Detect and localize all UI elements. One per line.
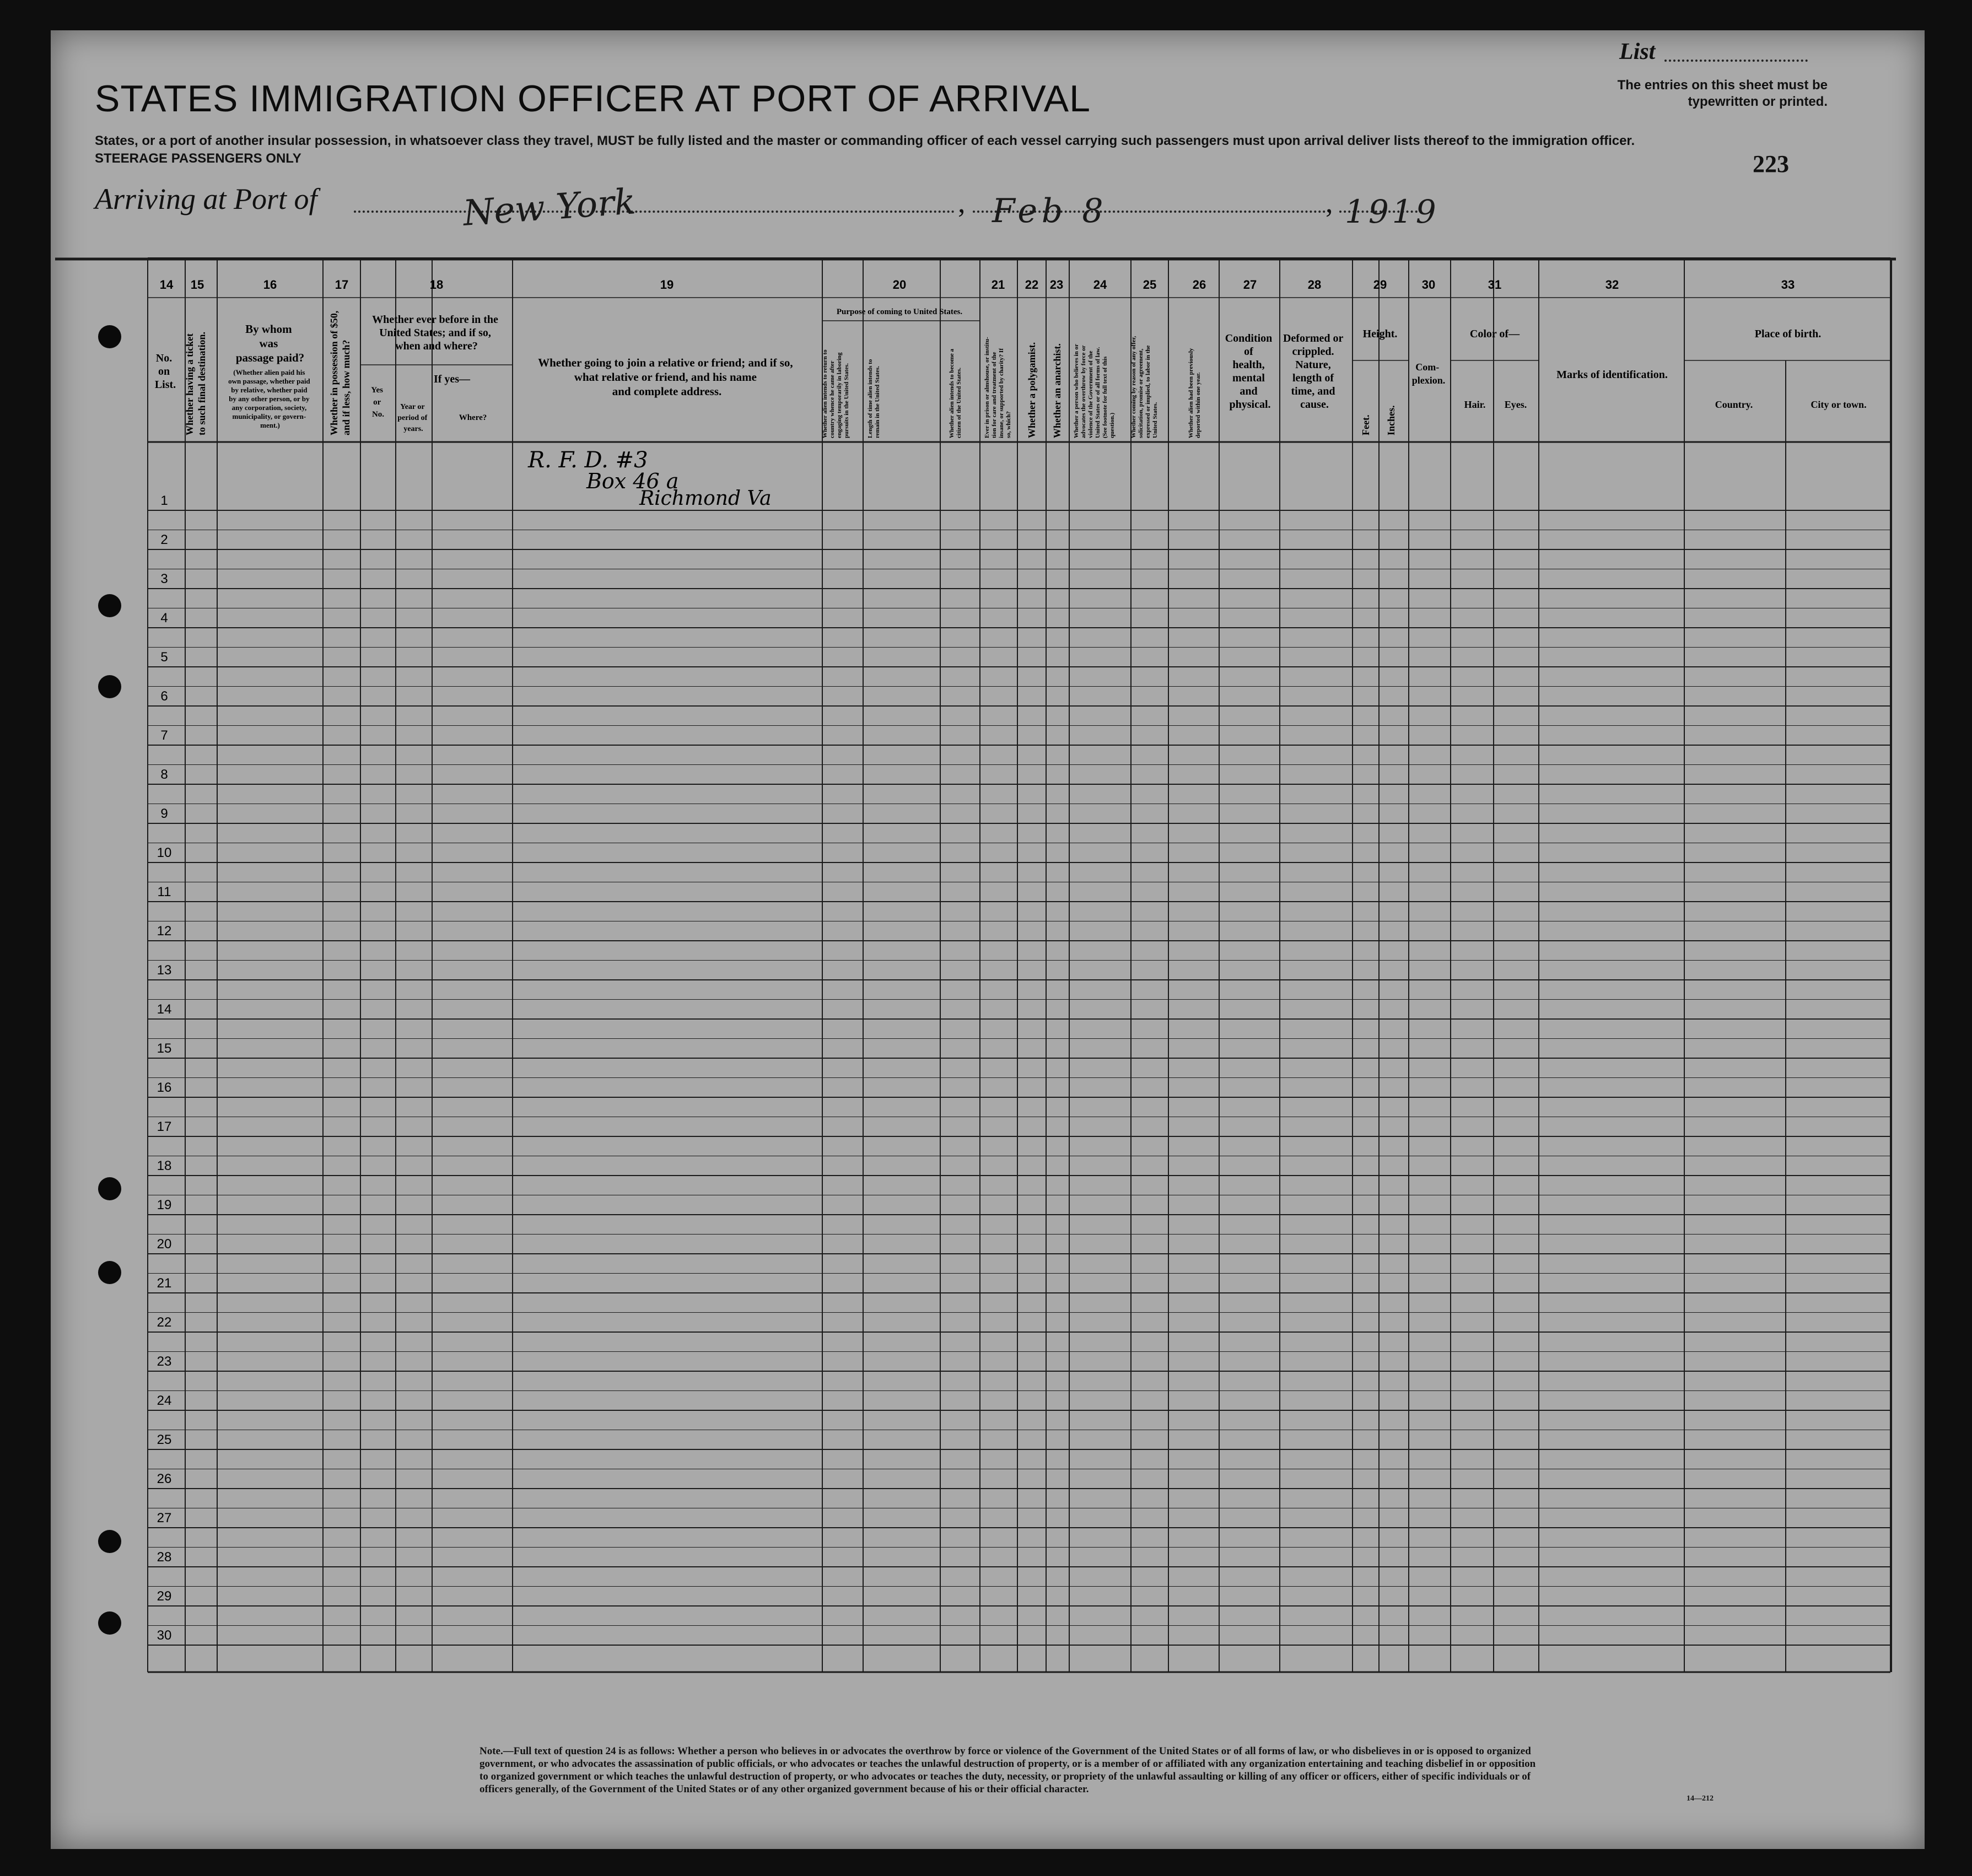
row-number: 22 (157, 1315, 172, 1330)
arriving-label: Arriving at Port of (95, 182, 317, 215)
row-number: 20 (157, 1237, 172, 1252)
col-head-29-feet: Feet. (1360, 414, 1371, 435)
col-head-24: Whether a person who believes in or advocates the overthrow by force or violence of the Government of the United States or of all forms of law. (See footnote for full text of this question.) (1073, 344, 1116, 438)
col-head-31: Color of— (1469, 328, 1520, 340)
intro-line: States, or a port of another insular possession, in whatsoever class they travel, MUST be fully listed and the master or commanding officer of each vessel carrying such passengers must upon arrival deliver lists thereof to the immigration officer. (95, 133, 1635, 148)
col-head-31-eyes: Eyes. (1504, 399, 1527, 410)
address-line-3: Richmond Va (639, 487, 772, 510)
col-head-33-country: Country. (1715, 399, 1753, 410)
col-head-18-yesno: Yes or No. (371, 386, 385, 419)
col-head-20-sub3: Whether alien intends to become a citizen of the United States. (949, 348, 962, 438)
col-head-18-year: Year or period of years. (397, 403, 428, 433)
row-number: 3 (160, 572, 168, 586)
col-head-14: No. on List. (154, 352, 176, 391)
col-head-32: Marks of identification. (1556, 369, 1668, 381)
col-head-17: Whether in possession of $50, and if less, how much? (328, 310, 352, 435)
row-number: 26 (157, 1471, 172, 1486)
col-num-17: 17 (335, 278, 349, 292)
col-num-20: 20 (892, 278, 907, 292)
row-number: 27 (157, 1511, 172, 1525)
col-num-21: 21 (991, 278, 1005, 292)
handwritten-date: Feb 8 (992, 192, 1108, 230)
handwritten-port: New York (461, 181, 637, 234)
col-num-32: 32 (1605, 278, 1619, 292)
comma: , (958, 186, 966, 219)
col-head-29-inches: Inches. (1386, 405, 1397, 435)
col-num-18: 18 (429, 278, 444, 292)
col-num-28: 28 (1307, 278, 1322, 292)
col-head-23: Whether an anarchist. (1052, 343, 1063, 438)
col-num-14: 14 (159, 278, 174, 292)
col-num-33: 33 (1781, 278, 1795, 292)
col-num-22: 22 (1025, 278, 1039, 292)
row-number: 23 (157, 1354, 172, 1369)
col-head-33-city: City or town. (1811, 399, 1867, 410)
col-head-25: Whether coming by reason of any offer, solicitation, promise or agreement, expressed or implied, to labor in the United States. (1130, 336, 1159, 438)
entries-note: The entries on this sheet must be typewritten or printed. (1617, 78, 1828, 109)
row-number: 12 (157, 924, 172, 939)
col-head-18-where: Where? (459, 413, 487, 422)
col-head-16-sub: (Whether alien paid his own passage, whether paid by relative, whether paid by any other person, or by any corporation, society, municipality, or govern- ment.) (228, 368, 310, 429)
col-head-20: Purpose of coming to United States. (836, 308, 963, 316)
row-number: 30 (157, 1628, 172, 1643)
page-title: STATES IMMIGRATION OFFICER AT PORT OF ARRIVAL (95, 78, 1091, 120)
footnote: Note.—Full text of question 24 is as follows: Whether a person who believes in or advocates the overthrow by force or violence of the Government of the United States or of all forms of law, or who disbelieves in or is opposed to organized government, or who advocates the assassination of public officials, or who advocates or teaches the unlawful destruction of property, or is a member of or affiliated with any organization entertaining and teaching disbelief in or opposition to organized government or which teaches the unlawful destruction of property, or who advocates or teaches the duty, necessity, or propriety of the unlawful assaulting or killing of any officer or officers, either of specific individuals or of officers generally, of the Government of the United States or of any other organized government because of his or their official character. (479, 1745, 1536, 1795)
row-number: 5 (160, 650, 168, 665)
col-head-28: Deformed or crippled. Nature, length of time, and cause. (1283, 332, 1344, 411)
row-number: 4 (160, 611, 168, 626)
row-number: 16 (157, 1080, 172, 1095)
row-number: 25 (157, 1432, 172, 1447)
form-code: 14—212 (1687, 1794, 1714, 1803)
row-number: 2 (160, 532, 168, 547)
col-head-21: Ever in prison or almshouse, or institu- tion for care and treatment of the insane, or supported by charity? If so, which? (984, 337, 1012, 438)
sheet-number: 223 (1753, 150, 1789, 177)
col-num-30: 30 (1421, 278, 1436, 292)
handwritten-year: 1919 (1345, 193, 1440, 230)
col-num-16: 16 (263, 278, 277, 292)
grid-lines (55, 258, 1896, 1672)
col-num-23: 23 (1049, 278, 1064, 292)
row-number: 15 (157, 1041, 172, 1056)
col-head-22: Whether a polygamist. (1026, 342, 1037, 438)
col-head-18-ifyes: If yes— (433, 373, 471, 385)
row-number: 6 (160, 689, 168, 704)
col-head-29: Height. (1362, 328, 1398, 340)
column-numbers (160, 278, 1795, 292)
col-num-15: 15 (190, 278, 204, 292)
row-number: 14 (157, 1002, 172, 1017)
col-num-27: 27 (1243, 278, 1257, 292)
col-head-26: Whether alien had been previously deported within one year. (1188, 348, 1201, 438)
col-head-33: Place of birth. (1754, 328, 1822, 340)
col-head-20-sub1: Whether alien intends to return to country whence he came after engaging temporarily in laboring pursuits in the United States. (822, 349, 850, 438)
row-number: 8 (160, 767, 168, 782)
col-num-31: 31 (1488, 278, 1502, 292)
row-number: 21 (157, 1276, 172, 1291)
col-head-16: By whom was passage paid? (235, 322, 305, 364)
col-num-25: 25 (1143, 278, 1157, 292)
col-num-19: 19 (660, 278, 674, 292)
col-num-24: 24 (1093, 278, 1107, 292)
row-number: 11 (157, 885, 171, 899)
col-num-26: 26 (1192, 278, 1206, 292)
row-number: 1 (160, 493, 168, 508)
col-head-19: Whether going to join a relative or friend; and if so, what relative or friend, and his name and complete address. (538, 356, 793, 398)
row-number: 7 (160, 728, 168, 743)
row-number: 19 (157, 1198, 172, 1212)
address-line-1: R. F. D. #3 (528, 448, 648, 473)
address-line-2: Box 46 a (586, 469, 679, 493)
class-line: STEERAGE PASSENGERS ONLY (95, 151, 301, 166)
row-number: 13 (157, 963, 172, 978)
column-headers (155, 308, 1867, 438)
row1-address (527, 448, 772, 510)
row-number: 24 (157, 1393, 172, 1408)
row-number: 10 (157, 845, 172, 860)
list-label: List (1619, 39, 1656, 64)
col-num-29: 29 (1373, 278, 1387, 292)
row-number: 9 (160, 806, 168, 821)
col-head-15: Whether having a ticket to such final destination. (184, 331, 207, 435)
row-number: 18 (157, 1158, 172, 1173)
row-labels (157, 493, 172, 1643)
col-head-30: Com- plexion. (1411, 362, 1446, 386)
row-number: 29 (157, 1589, 172, 1604)
col-head-18: Whether ever before in the United States; and if so, when and where? (372, 314, 498, 352)
col-head-27: Condition of health, mental and physical. (1225, 332, 1273, 411)
row-number: 17 (157, 1119, 172, 1134)
comma: , (1326, 186, 1333, 219)
row-number: 28 (157, 1550, 172, 1565)
col-head-20-sub2: Length of time alien intends to remain in the United States. (867, 359, 881, 438)
col-head-31-hair: Hair. (1464, 399, 1486, 410)
